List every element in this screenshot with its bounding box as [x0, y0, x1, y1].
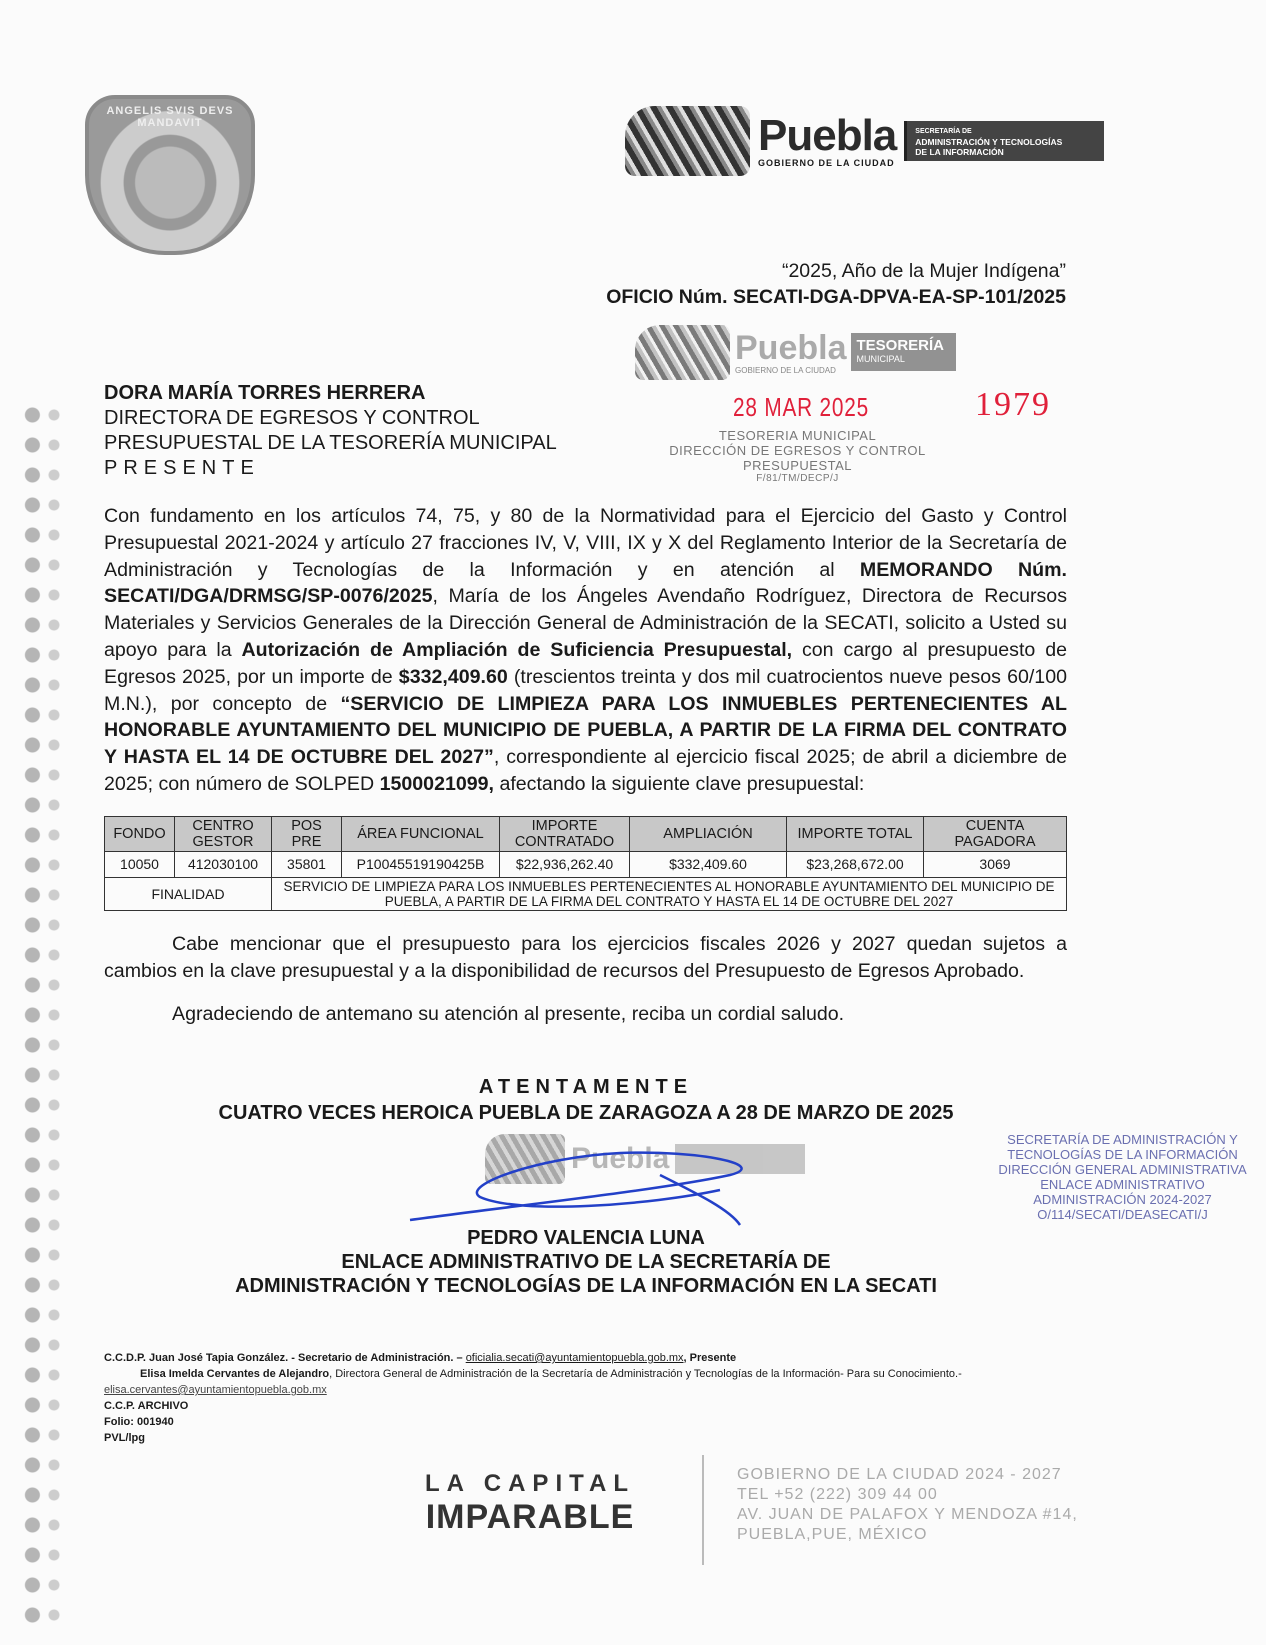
logo-art-icon	[625, 106, 750, 176]
stamp-line: ADMINISTRACIÓN 2024-2027	[1033, 1192, 1212, 1207]
solped-number: 1500021099,	[379, 772, 494, 795]
text: afectando la siguiente clave presupuestal:	[494, 772, 865, 795]
col-header: ÁREA FUNCIONAL	[342, 816, 500, 851]
logo-text: IMPARABLE	[425, 1498, 635, 1536]
finalidad-label: FINALIDAD	[105, 877, 272, 910]
footer-line: TEL +52 (222) 309 44 00	[737, 1486, 938, 1503]
cc-name: Elisa Imelda Cervantes de Alejandro	[140, 1368, 330, 1380]
stamp-line: TECNOLOGÍAS DE LA INFORMACIÓN	[1007, 1147, 1238, 1162]
cell: $22,936,262.40	[500, 851, 630, 877]
stamp-line: DIRECCIÓN GENERAL ADMINISTRATIVA	[998, 1162, 1247, 1177]
recipient-title: PRESUPUESTAL DE LA TESORERÍA MUNICIPAL	[104, 432, 557, 454]
body-paragraph-1	[104, 503, 1067, 798]
footer-contact	[737, 1465, 1078, 1545]
place-date: CUATRO VECES HEROICA PUEBLA DE ZARAGOZA A 28 DE MARZO DE 2025	[218, 1102, 954, 1124]
decorative-border	[18, 400, 66, 1630]
received-date-stamp: 28 MAR 2025	[733, 392, 869, 422]
email-link[interactable]: elisa.cervantes@ayuntamientopuebla.gob.mx	[104, 1384, 327, 1396]
cell: 3069	[924, 851, 1067, 877]
logo-box-line: ADMINISTRACIÓN Y TECNOLOGÍAS	[915, 136, 1063, 147]
folio-stamp: 1979	[975, 386, 1051, 423]
stamp-logo-sub: GOBIERNO DE LA CIUDAD	[735, 365, 836, 375]
cell: P10045519190425B	[342, 851, 500, 877]
table-header-row	[105, 816, 1067, 851]
footer-line: GOBIERNO DE LA CIUDAD 2024 - 2027	[737, 1466, 1062, 1483]
stamp-line: F/81/TM/DECP/J	[756, 473, 839, 484]
text: Con fundamento en los artículos 74, 75, y 80 de la Normatividad para el Ejercicio del Gasto y Control Presupuestal 2021-2024 y artículo 27 fracciones IV, V, VIII, IX y X del Reglamento Interior de la Secretaría de Administración y Tecnologías de la Información y en atención al	[104, 505, 1067, 581]
stamp-logo-word: Puebla	[571, 1142, 670, 1175]
logo-box	[904, 121, 1104, 161]
finalidad-row	[105, 877, 1067, 910]
amount: $332,409.60	[398, 665, 508, 688]
stamp-line: O/114/SECATI/DEASECATI/J	[1037, 1207, 1208, 1222]
col-header: IMPORTE TOTAL	[787, 816, 924, 851]
secati-stamp-text	[985, 1132, 1260, 1222]
initials: PVL/lpg	[104, 1432, 145, 1444]
presente: PRESENTE	[104, 457, 260, 479]
logo-sub: GOBIERNO DE LA CIUDAD	[758, 157, 895, 168]
city-seal	[85, 95, 255, 255]
stamp-box	[851, 333, 956, 371]
stamp-logo-word: Puebla	[735, 328, 847, 367]
cell: $332,409.60	[630, 851, 787, 877]
memo-number: MEMORANDO Núm. SECATI/DGA/DRMSG/SP-0076/2025	[104, 558, 1067, 608]
footer-line: PUEBLA,PUE, MÉXICO	[737, 1526, 928, 1543]
budget-table	[104, 816, 1067, 911]
col-header: FONDO	[105, 816, 175, 851]
cell: 10050	[105, 851, 175, 877]
cc-text: , Presente	[683, 1352, 737, 1364]
logo-box-line: DE LA INFORMACIÓN	[915, 146, 1004, 157]
seal-text: ANGELIS SVIS DEVS MANDAVIT	[106, 105, 234, 129]
recipient-name: DORA MARÍA TORRES HERRERA	[104, 382, 426, 404]
col-header: CUENTA PAGADORA	[924, 816, 1067, 851]
stamp-line: ENLACE ADMINISTRATIVO	[1040, 1177, 1205, 1192]
text: , María de los Ángeles Avendaño Rodríguez, Directora de Recursos Materiales y Servicios Generales de la Dirección General de Administración de la SECATI, solicito a Usted su apoyo para la	[104, 585, 1067, 661]
signer-role: ADMINISTRACIÓN Y TECNOLOGÍAS DE LA INFORMACIÓN EN LA SECATI	[235, 1275, 937, 1297]
cc-text: C.C.D.P. Juan José Tapia González. - Secretario de Administración. –	[104, 1352, 466, 1364]
body-paragraph-3: Agradeciendo de antemano su atención al presente, reciba un cordial saludo.	[172, 1003, 845, 1026]
signature	[400, 1135, 780, 1235]
recipient-title: DIRECTORA DE EGRESOS Y CONTROL	[104, 407, 480, 429]
letter-body	[104, 503, 1067, 1028]
year-motto: “2025, Año de la Mujer Indígena”	[781, 260, 1066, 282]
text: con cargo al presupuesto de Egresos 2025, por un importe de	[104, 638, 1067, 688]
atentamente: ATENTAMENTE	[478, 1076, 694, 1098]
col-header: CENTRO GESTOR	[175, 816, 272, 851]
stamp-box-sub: MUNICIPAL	[856, 354, 905, 364]
cc-archivo: C.C.P. ARCHIVO	[104, 1400, 189, 1412]
cc-text: , Directora General de Administración de la Secretaría de Administración y Tecnologías de la Información- Para su Conocimiento.-	[329, 1368, 962, 1380]
table-row	[105, 851, 1067, 877]
la-capital-imparable-logo	[385, 1470, 675, 1536]
col-header: POS PRE	[272, 816, 342, 851]
tesoreria-stamp-logo	[635, 322, 965, 382]
text: , correspondiente al ejercicio fiscal 2025; de abril a diciembre de 2025; con número de SOLPED	[104, 746, 1068, 795]
signer-name: PEDRO VALENCIA LUNA	[467, 1227, 705, 1249]
col-header: IMPORTE CONTRATADO	[500, 816, 630, 851]
cell: 412030100	[175, 851, 272, 877]
body-paragraph-2: Cabe mencionar que el presupuesto para los ejercicios fiscales 2026 y 2027 quedan sujetos a cambios en la clave presupuestal y a la disponibilidad de recursos del Presupuesto de Egresos Aprobado.	[104, 932, 1067, 982]
folio: Folio: 001940	[104, 1416, 174, 1428]
stamp-line: DIRECCIÓN DE EGRESOS Y CONTROL	[669, 443, 926, 458]
stamp-box-title: TESORERÍA	[856, 337, 944, 354]
stamp-line: PRESUPUESTAL	[742, 458, 853, 473]
tesoreria-stamp-text	[660, 428, 935, 485]
recipient-block	[104, 381, 644, 481]
signer-role: ENLACE ADMINISTRATIVO DE LA SECRETARÍA DE	[341, 1251, 831, 1273]
footer-line: AV. JUAN DE PALAFOX Y MENDOZA #14,	[737, 1506, 1078, 1523]
logo-word: Puebla	[758, 110, 897, 160]
stamp-line: SECRETARÍA DE ADMINISTRACIÓN Y	[1007, 1132, 1238, 1147]
col-header: AMPLIACIÓN	[630, 816, 787, 851]
text: (trescientos treinta y dos mil cuatrocientos nueve pesos 60/100 M.N.), por concepto de	[104, 665, 1067, 715]
cc-block	[104, 1350, 1104, 1446]
email-link[interactable]: oficialia.secati@ayuntamientopuebla.gob.mx	[465, 1352, 684, 1364]
service-concept: “SERVICIO DE LIMPIEZA PARA LOS INMUEBLES PERTENECIENTES AL HONORABLE AYUNTAMIENTO DEL MUNICIPIO DE PUEBLA, A PARTIR DE LA FIRMA DEL CONTRATO Y HASTA EL 14 DE OCTUBRE DEL 2027”	[104, 692, 1067, 769]
puebla-secati-logo	[625, 103, 1130, 178]
stamp-line: TESORERIA MUNICIPAL	[718, 428, 877, 443]
cell: $23,268,672.00	[787, 851, 924, 877]
cell: 35801	[272, 851, 342, 877]
finalidad-text: SERVICIO DE LIMPIEZA PARA LOS INMUEBLES PERTENECIENTES AL HONORABLE AYUNTAMIENTO DEL MUNICIPIO DE PUEBLA, A PARTIR DE LA FIRMA DEL CONTRATO Y HASTA EL 14 DE OCTUBRE DEL 2027	[272, 877, 1067, 910]
logo-box-line: SECRETARÍA DE	[915, 127, 972, 135]
request-type: Autorización de Ampliación de Suficiencia Presupuestal,	[241, 638, 793, 661]
oficio-number: OFICIO Núm. SECATI-DGA-DPVA-EA-SP-101/2025	[606, 286, 1066, 308]
logo-text: LA CAPITAL	[425, 1470, 635, 1497]
logo-art-icon	[635, 325, 730, 380]
footer-divider	[702, 1455, 704, 1565]
